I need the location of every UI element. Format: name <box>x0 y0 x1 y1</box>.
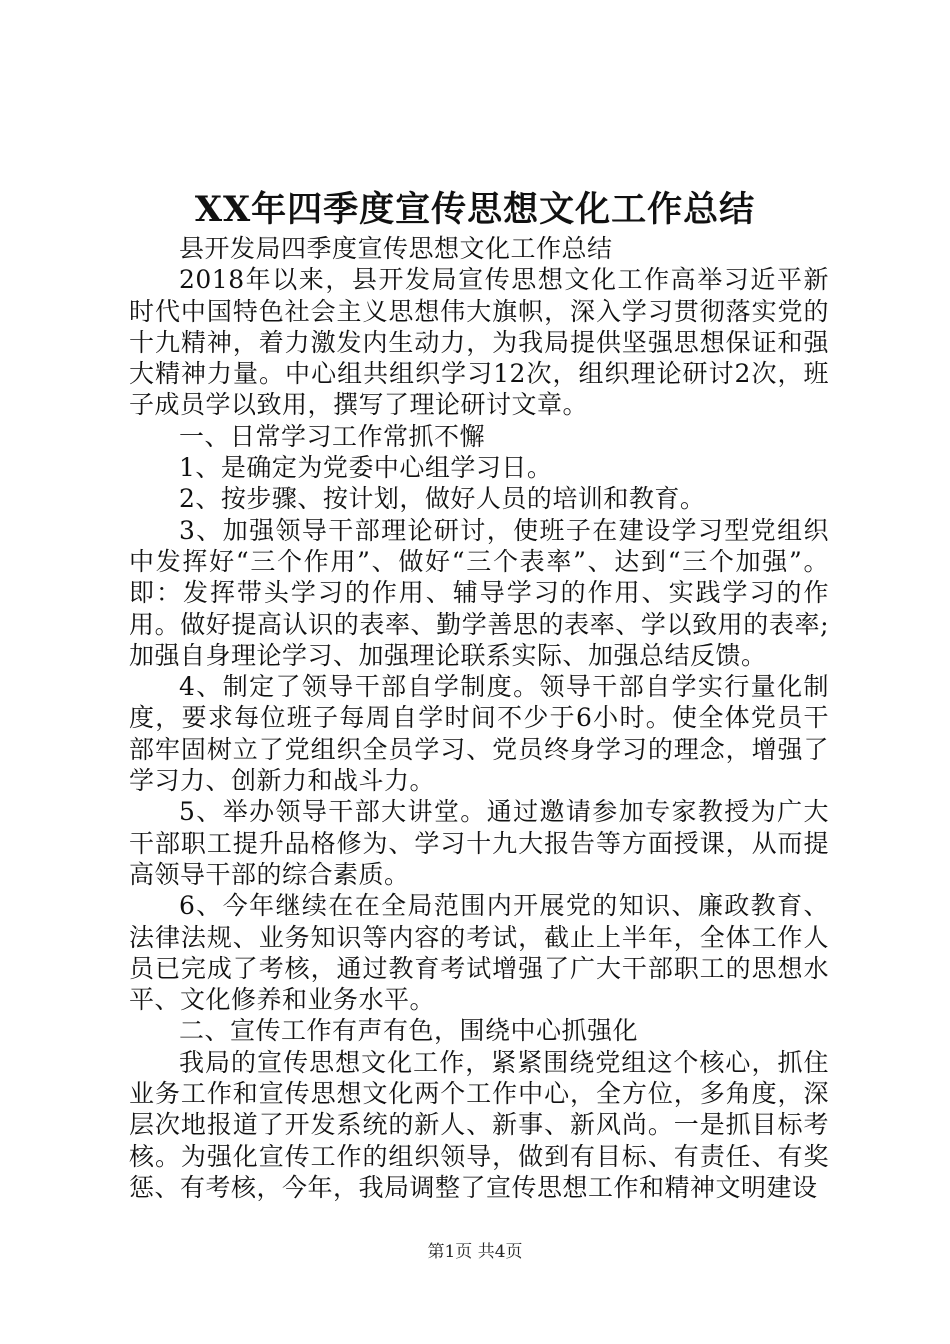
list-item-1: 1、是确定为党委中心组学习日。 <box>179 453 553 483</box>
list-item-2: 2、按步骤、按计划，做好人员的培训和教育。 <box>179 484 706 514</box>
list-item-4: 4、制定了领导干部自学制度。领导干部自学实行量化制度，要求每位班子每周自学时间不少于6小时。使全体党员干部牢固树立了党组织全员学习、党员终身学习的理念，增强了学习力、创新力和战斗力。 <box>129 672 829 796</box>
paragraph-subtitle: 县开发局四季度宣传思想文化工作总结 <box>179 234 613 263</box>
list-item-5: 5、举办领导干部大讲堂。通过邀请参加专家教授为广大干部职工提升品格修为、学习十九大报告等方面授课，从而提高领导干部的综合素质。 <box>129 797 829 889</box>
paragraph-intro: 2018年以来，县开发局宣传思想文化工作高举习近平新时代中国特色社会主义思想伟大旗帜，深入学习贯彻落实党的十九精神，着力激发内生动力，为我局提供坚强思想保证和强大精神力量。中心组共组织学习12次，组织理论研讨2次，班子成员学以致用，撰写了理论研讨文章。 <box>129 265 829 420</box>
page-number-footer: 第1页 共4页 <box>427 1242 523 1262</box>
section-heading-1: 一、日常学习工作常抓不懈 <box>179 421 486 451</box>
section-heading-2: 二、宣传工作有声有色，围绕中心抓强化 <box>179 1016 639 1046</box>
document-title: XX年四季度宣传思想文化工作总结 <box>194 189 756 230</box>
list-item-6: 6、今年继续在在全局范围内开展党的知识、廉政教育、法律法规、业务知识等内容的考试，截止上半年，全体工作人员已完成了考核，通过教育考试增强了广大干部职工的思想水平、文化修养和业务水平。 <box>129 891 829 1015</box>
document-body <box>129 233 829 1203</box>
paragraph-publicity: 我局的宣传思想文化工作，紧紧围绕党组这个核心，抓住业务工作和宣传思想文化两个工作中心，全方位，多角度，深层次地报道了开发系统的新人、新事、新风尚。一是抓目标考核。为强化宣传工作的组织领导，做到有目标、有责任、有奖惩、有考核，今年，我局调整了宣传思想工作和精神文明建设 <box>129 1047 829 1202</box>
list-item-3: 3、加强领导干部理论研讨，使班子在建设学习型党组织中发挥好“三个作用”、做好“三个表率”、达到“三个加强”。即：发挥带头学习的作用、辅导学习的作用、实践学习的作用。做好提高认识的表率、勤学善思的表率、学以致用的表率;加强自身理论学习、加强理论联系实际、加强总结反馈。 <box>129 515 829 670</box>
